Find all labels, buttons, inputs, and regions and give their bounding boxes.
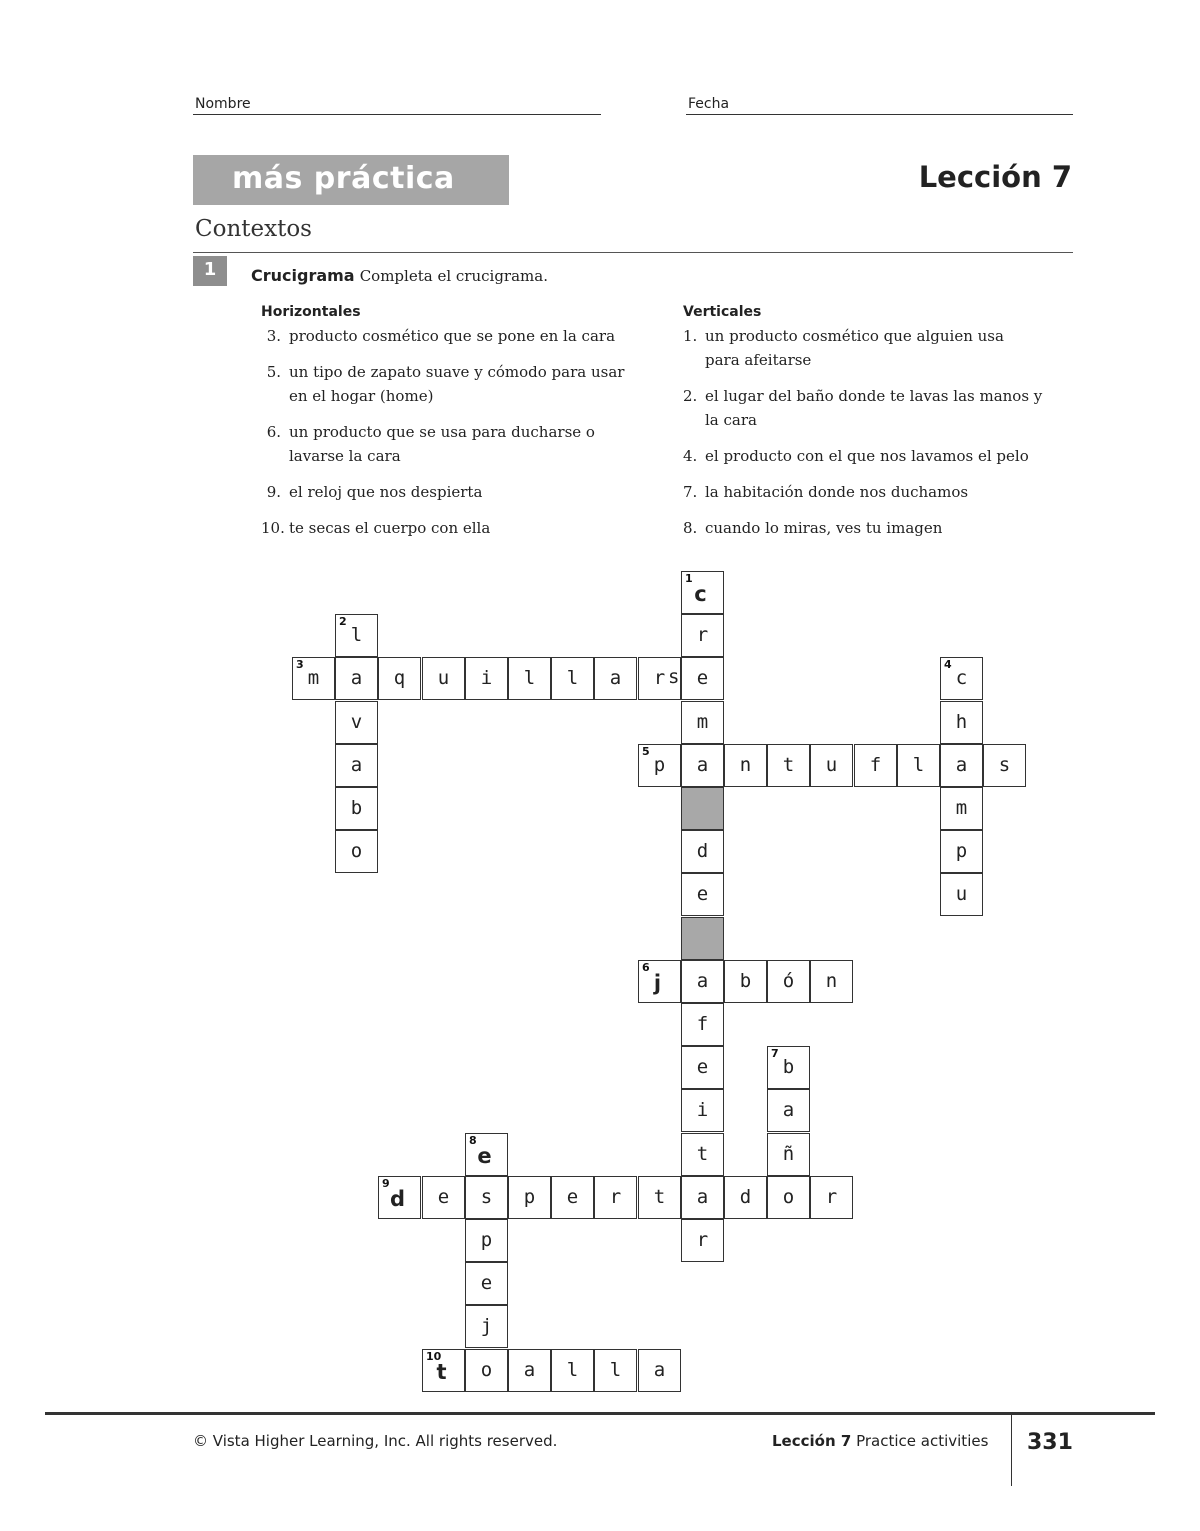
crossword-cell[interactable] [681, 830, 724, 873]
clue-number: 8. [683, 519, 698, 537]
crossword-cell[interactable] [465, 1133, 508, 1176]
clue-number: 7. [683, 483, 698, 501]
cell-clue-number: 4 [944, 658, 952, 671]
cell-letter: t [653, 1186, 666, 1208]
cell-letter: f [696, 1013, 709, 1035]
cell-letter: n [739, 754, 752, 776]
cell-letter: d [739, 1186, 752, 1208]
cell-clue-number: 9 [382, 1177, 390, 1190]
cell-clue-number: 7 [771, 1047, 779, 1060]
crossword-cell[interactable] [940, 873, 983, 916]
cell-letter: r [825, 1186, 838, 1208]
cell-letter: h [955, 711, 968, 733]
clue-text: te secas el cuerpo con ella [289, 519, 491, 537]
crossword-cell[interactable] [767, 960, 810, 1003]
crossword-cell[interactable] [767, 744, 810, 787]
crossword-cell[interactable] [681, 571, 724, 614]
crossword-cell[interactable] [724, 744, 767, 787]
date-label: Fecha [688, 96, 730, 112]
crossword-cell[interactable] [983, 744, 1026, 787]
cell-letter: t [782, 754, 795, 776]
crossword-cell[interactable] [681, 614, 724, 657]
clue-text: el producto con el que nos lavamos el pelo [705, 447, 1029, 465]
crossword-cell[interactable] [767, 1176, 810, 1219]
crossword-cell[interactable] [681, 744, 724, 787]
cell-letter: s [480, 1186, 493, 1208]
cell-clue-number: 6 [642, 961, 650, 974]
crossword-cell[interactable] [681, 701, 724, 744]
clue-number: 4. [683, 447, 698, 465]
cell-letter: p [653, 754, 666, 776]
clue-number: 1. [683, 327, 698, 345]
crossword-cell[interactable] [508, 1349, 551, 1392]
crossword-cell[interactable] [335, 744, 378, 787]
crossword-cell[interactable] [767, 1046, 810, 1089]
cell-letter: a [696, 970, 709, 992]
cell-letter: j [480, 1315, 493, 1337]
banner-title: más práctica [232, 161, 455, 196]
cell-letter: t [696, 1143, 709, 1165]
crossword-cell[interactable] [724, 1176, 767, 1219]
horizontales-heading: Horizontales [261, 304, 361, 320]
clue-number: 5. [266, 363, 281, 381]
crossword-cell[interactable] [940, 787, 983, 830]
cell-letter: i [696, 1099, 709, 1121]
cell-letter: e [480, 1272, 493, 1294]
crossword-cell[interactable] [335, 701, 378, 744]
cell-clue-number: 3 [296, 658, 304, 671]
cell-letter: u [437, 667, 450, 689]
footer-lesson-number: Lección 7 [772, 1432, 852, 1450]
cell-letter: a [653, 1359, 666, 1381]
activity-text: Completa el crucigrama. [359, 267, 548, 285]
cell-clue-number: 1 [685, 572, 693, 585]
crossword-cell[interactable] [681, 960, 724, 1003]
crossword-cell[interactable] [378, 1176, 421, 1219]
blocked-cell [681, 787, 724, 830]
crossword-cell[interactable] [465, 1305, 508, 1348]
crossword-cell[interactable] [422, 1176, 465, 1219]
clue-text: el lugar del baño donde te lavas las manos y [705, 387, 1043, 405]
clue-text: cuando lo miras, ves tu imagen [705, 519, 943, 537]
cell-letter: l [523, 667, 536, 689]
cell-letter: l [566, 667, 579, 689]
footer-divider [45, 1412, 1155, 1415]
cell-letter: j [653, 971, 662, 995]
cell-letter: b [739, 970, 752, 992]
cell-letter: a [350, 754, 363, 776]
crossword-cell[interactable] [422, 657, 465, 700]
crossword-cell[interactable] [638, 960, 681, 1003]
cell-letter: s [668, 666, 680, 688]
crossword-cell[interactable] [465, 1349, 508, 1392]
cell-letter: a [696, 754, 709, 776]
cell-letter: a [696, 1186, 709, 1208]
crossword-cell[interactable] [638, 1349, 681, 1392]
clue-text: un producto cosmético que alguien usa [705, 327, 1004, 345]
activity-number: 1 [193, 256, 227, 286]
crossword-cell[interactable] [681, 873, 724, 916]
cell-letter: l [566, 1359, 579, 1381]
clue-text: un tipo de zapato suave y cómodo para usar [289, 363, 625, 381]
clue-number: 3. [266, 327, 281, 345]
clue-text: la cara [705, 411, 757, 429]
cell-clue-number: 10 [426, 1350, 442, 1363]
cell-letter: d [389, 1187, 406, 1211]
blocked-cell [681, 917, 724, 960]
clue-text: un producto que se usa para ducharse o [289, 423, 595, 441]
cell-letter: e [437, 1186, 450, 1208]
page-number: 331 [1027, 1430, 1073, 1455]
cell-letter: l [350, 624, 363, 646]
clue-text: lavarse la cara [289, 447, 401, 465]
clue-text: producto cosmético que se pone en la cara [289, 327, 616, 345]
copyright: © Vista Higher Learning, Inc. All rights reserved. [193, 1432, 558, 1450]
crossword-cell[interactable] [724, 960, 767, 1003]
cell-letter: r [653, 667, 666, 689]
crossword-cell[interactable] [422, 1349, 465, 1392]
crossword-cell[interactable] [292, 657, 335, 700]
cell-letter: c [694, 582, 707, 606]
crossword-cell[interactable] [465, 657, 508, 700]
cell-clue-number: 2 [339, 615, 347, 628]
cell-letter: a [955, 754, 968, 776]
crossword-cell[interactable] [551, 1349, 594, 1392]
crossword-cell[interactable] [767, 1133, 810, 1176]
activity-title: Crucigrama [251, 266, 355, 285]
crossword-cell[interactable] [465, 1176, 508, 1219]
cell-letter: r [609, 1186, 622, 1208]
crossword-cell[interactable] [594, 1349, 637, 1392]
crossword-cell[interactable] [465, 1219, 508, 1262]
cell-letter: p [955, 840, 968, 862]
clue-number: 2. [683, 387, 698, 405]
crossword-cell[interactable] [594, 657, 637, 700]
cell-letter: e [696, 883, 709, 905]
crossword-cell[interactable] [594, 1176, 637, 1219]
crossword-cell[interactable] [810, 960, 853, 1003]
crossword-cell[interactable] [681, 1046, 724, 1089]
crossword-cell[interactable] [854, 744, 897, 787]
crossword-cell[interactable] [638, 744, 681, 787]
cell-letter: l [609, 1359, 622, 1381]
crossword-cell[interactable] [940, 701, 983, 744]
crossword-cell[interactable] [681, 1089, 724, 1132]
footer-lesson [772, 1432, 988, 1450]
cell-letter: o [782, 1186, 795, 1208]
cell-letter: m [696, 711, 709, 733]
cell-letter: t [436, 1360, 447, 1384]
crossword-cell[interactable] [810, 1176, 853, 1219]
cell-letter: e [696, 1056, 709, 1078]
name-label: Nombre [195, 96, 251, 112]
cell-letter: b [350, 797, 363, 819]
cell-letter: m [307, 667, 320, 689]
cell-letter: a [609, 667, 622, 689]
crossword-cell[interactable] [681, 1176, 724, 1219]
cell-letter: ó [782, 970, 795, 992]
cell-letter: e [477, 1144, 492, 1168]
footer-separator [1011, 1414, 1012, 1486]
cell-letter: a [782, 1099, 795, 1121]
cell-letter: m [955, 797, 968, 819]
crossword-cell[interactable] [465, 1262, 508, 1305]
crossword-cell[interactable] [508, 657, 551, 700]
cell-letter: u [955, 883, 968, 905]
crossword-cell[interactable] [681, 1219, 724, 1262]
cell-letter: i [480, 667, 493, 689]
cell-clue-number: 5 [642, 745, 650, 758]
cell-letter: b [782, 1056, 795, 1078]
cell-letter: n [825, 970, 838, 992]
crossword-cell[interactable] [681, 657, 724, 700]
crossword-cell[interactable] [810, 744, 853, 787]
cell-letter: v [350, 711, 363, 733]
cell-letter: o [480, 1359, 493, 1381]
clue-text: la habitación donde nos duchamos [705, 483, 969, 501]
cell-letter: p [480, 1229, 493, 1251]
crossword-cell[interactable] [335, 657, 378, 700]
crossword-cell[interactable] [767, 1089, 810, 1132]
clue-text: el reloj que nos despierta [289, 483, 483, 501]
crossword-cell[interactable] [940, 657, 983, 700]
crossword-cell[interactable] [508, 1176, 551, 1219]
crossword-cell[interactable] [681, 1133, 724, 1176]
verticales-heading: Verticales [683, 304, 762, 320]
cell-letter: o [350, 840, 363, 862]
cell-letter: r [696, 1229, 709, 1251]
cell-letter: l [912, 754, 925, 776]
cell-letter: r [696, 624, 709, 646]
cell-letter: p [523, 1186, 536, 1208]
cell-letter: e [566, 1186, 579, 1208]
crossword-cell[interactable] [638, 1176, 681, 1219]
crossword-cell[interactable] [940, 744, 983, 787]
crossword-cell[interactable] [335, 614, 378, 657]
cell-letter: c [955, 667, 968, 689]
cell-letter: a [350, 667, 363, 689]
crossword-cell[interactable] [335, 787, 378, 830]
cell-letter: q [393, 667, 406, 689]
clue-number: 9. [266, 483, 281, 501]
crossword-cell[interactable] [940, 830, 983, 873]
section-title: Contextos [195, 216, 312, 242]
crossword-cell[interactable] [897, 744, 940, 787]
cell-letter: e [696, 667, 709, 689]
footer-activities: Practice activities [856, 1432, 989, 1450]
cell-letter: u [825, 754, 838, 776]
lesson-title: Lección 7 [918, 160, 1072, 194]
cell-letter: ñ [782, 1143, 795, 1165]
cell-letter: d [696, 840, 709, 862]
clue-number: 6. [266, 423, 281, 441]
clue-text: para afeitarse [705, 351, 812, 369]
cell-letter: a [523, 1359, 536, 1381]
crossword-cell[interactable] [335, 830, 378, 873]
clue-text: en el hogar (home) [289, 387, 434, 405]
cell-clue-number: 8 [469, 1134, 477, 1147]
clue-number: 10. [261, 519, 285, 537]
crossword-cell[interactable] [681, 1003, 724, 1046]
crossword-cell[interactable] [551, 1176, 594, 1219]
crossword-cell[interactable] [551, 657, 594, 700]
cell-letter: s [998, 754, 1011, 776]
crossword-cell[interactable] [378, 657, 421, 700]
cell-letter: f [869, 754, 882, 776]
